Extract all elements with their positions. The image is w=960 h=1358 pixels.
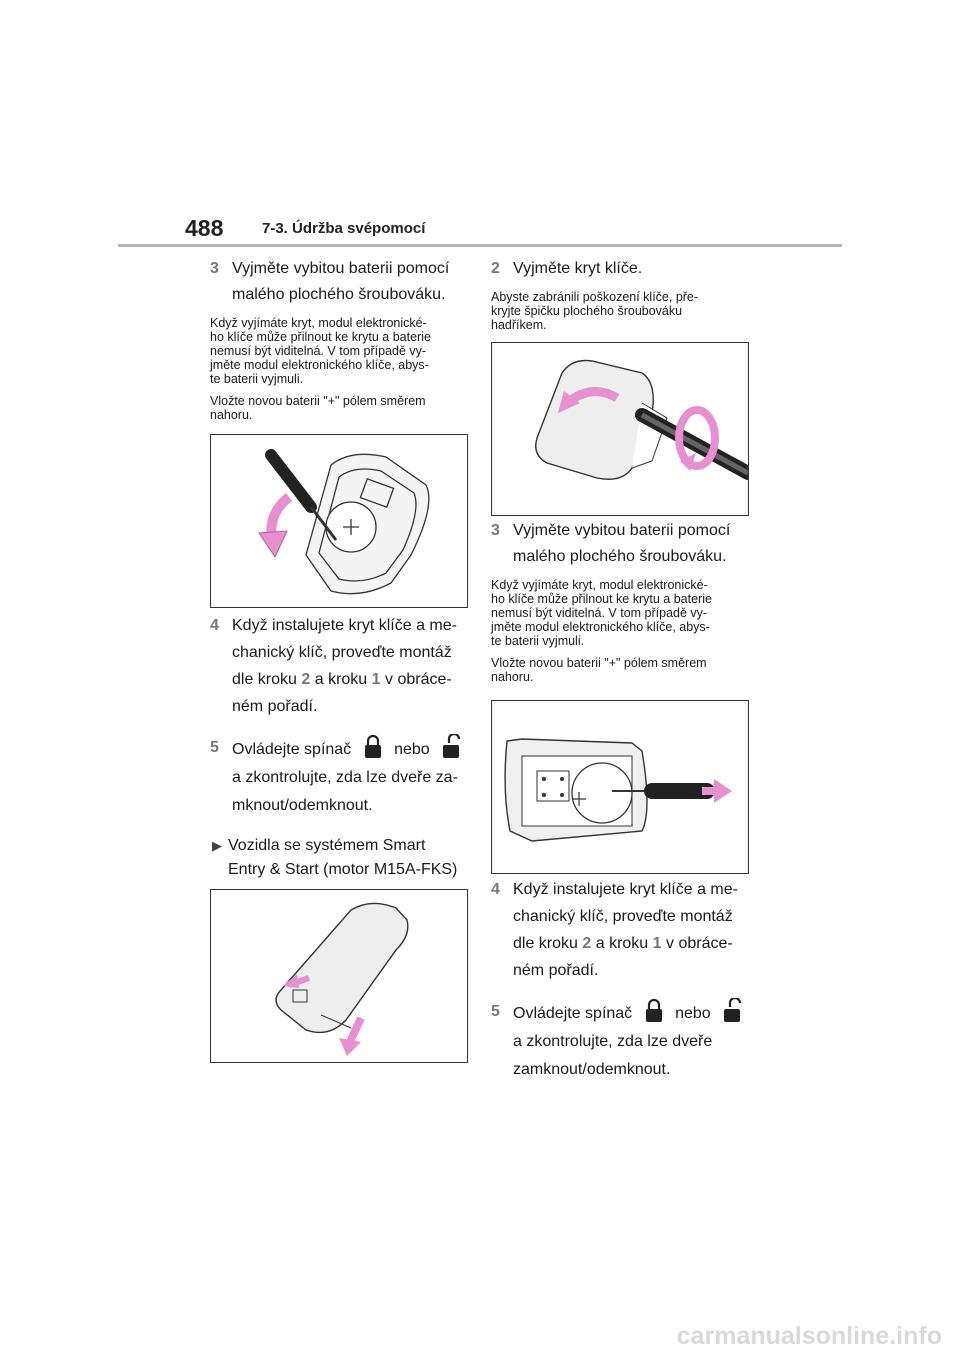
step-number: 3 [210, 260, 219, 277]
subsection-text: Vozidla se systémem Smart [228, 837, 426, 854]
note-line: nahoru. [491, 670, 534, 684]
step-reference: 1 [652, 935, 662, 952]
step-reference: 1 [371, 671, 381, 688]
step-text: mknout/odemknout. [232, 797, 373, 814]
left-note1 [210, 316, 470, 386]
note-line: Abyste zabránili poškození klíče, pře- [491, 290, 699, 304]
right-note1 [491, 578, 751, 648]
note-line: te baterii vyjmuli. [491, 634, 585, 648]
note-line: jměte modul elektronického klíče, abys- [210, 358, 429, 372]
note-line: Vložte novou baterii "+" pólem směrem [210, 394, 426, 408]
figure-remove-cover-right [491, 342, 749, 516]
note-line: nemusí být viditelná. V tom případě vy- [210, 344, 427, 358]
note-line: jměte modul elektronického klíče, abys- [491, 620, 710, 634]
right-note-step2 [491, 290, 751, 332]
page-number: 488 [185, 215, 224, 241]
step-text: ném pořadí. [513, 962, 599, 979]
left-step5 [210, 734, 470, 820]
left-step3 [210, 256, 470, 308]
step-text: Vyjměte vybitou baterii pomocí [232, 260, 450, 277]
step-text: Když instalujete kryt klíče a me- [513, 881, 738, 898]
step-text: a kroku [591, 935, 653, 952]
note-line: te baterii vyjmuli. [210, 372, 304, 386]
right-column [491, 256, 751, 332]
step-reference: 2 [582, 935, 592, 952]
section-title: 7-3. Údržba svépomocí [262, 220, 426, 237]
note-line: ho klíče může přilnout ke krytu a baterie [210, 330, 431, 344]
step-text: Ovládejte spínač [513, 1005, 633, 1022]
note-line: ho klíče může přilnout ke krytu a baterie [491, 592, 712, 606]
right-column-lower [491, 876, 751, 1084]
lock-open-icon [721, 998, 743, 1024]
step-number: 4 [210, 617, 219, 634]
figure-illustration [211, 435, 467, 607]
figure-illustration [492, 701, 748, 873]
step-text: zamknout/odemknout. [513, 1061, 671, 1078]
note-line: Vložte novou baterii "+" pólem směrem [491, 656, 707, 670]
step-text: v obráce- [380, 671, 452, 688]
step-text: Když instalujete kryt klíče a me- [232, 617, 457, 634]
lock-closed-icon [643, 998, 665, 1024]
left-column [210, 256, 470, 422]
right-step2 [491, 256, 751, 282]
right-step4 [491, 876, 751, 984]
step-text: malého plochého šroubováku. [232, 286, 446, 303]
step-text: chanický klíč, proveďte montáž [513, 908, 733, 925]
step-text: v obráce- [661, 935, 733, 952]
header-rule [118, 244, 842, 247]
step-text: chanický klíč, proveďte montáž [232, 644, 452, 661]
watermark: carmanualsonline.info [676, 1322, 942, 1350]
left-note2 [210, 394, 470, 422]
step-number: 5 [491, 1003, 500, 1020]
figure-battery-removal-right [491, 700, 749, 874]
right-step5 [491, 998, 751, 1084]
step-reference: 2 [301, 671, 311, 688]
step-text: nebo [394, 741, 430, 758]
figure-illustration [211, 890, 467, 1062]
note-line: kryjte špičku plochého šroubováku [491, 304, 683, 318]
step-text: Vyjměte vybitou baterii pomocí [513, 522, 731, 539]
figure-illustration [492, 343, 748, 515]
step-number: 4 [491, 881, 500, 898]
right-note2 [491, 656, 751, 684]
step-text: nebo [675, 1005, 711, 1022]
lock-open-icon [440, 734, 462, 760]
step-number: 5 [210, 739, 219, 756]
triangle-bullet-icon: ▶ [212, 838, 222, 853]
note-line: Když vyjímáte kryt, modul elektronické- [491, 578, 708, 592]
left-subsection [210, 834, 470, 882]
step-text: a zkontrolujte, zda lze dveře za- [232, 769, 458, 786]
step-text: dle kroku [232, 671, 302, 688]
step-text: Vyjměte kryt klíče. [513, 260, 643, 277]
note-line: nahoru. [210, 408, 253, 422]
step-text: a kroku [310, 671, 372, 688]
step-text: dle kroku [513, 935, 583, 952]
step-number: 3 [491, 522, 500, 539]
figure-battery-removal-left [210, 434, 468, 608]
figure-key-cover-left [210, 889, 468, 1063]
step-text: ném pořadí. [232, 698, 318, 715]
note-line: hadříkem. [491, 318, 547, 332]
note-line: nemusí být viditelná. V tom případě vy- [491, 606, 708, 620]
right-step3 [491, 518, 751, 570]
step-text: Ovládejte spínač [232, 741, 352, 758]
right-column-middle [491, 518, 751, 684]
step-text: malého plochého šroubováku. [513, 548, 727, 565]
left-step4 [210, 612, 470, 720]
note-line: Když vyjímáte kryt, modul elektronické- [210, 316, 427, 330]
step-text: a zkontrolujte, zda lze dveře [513, 1033, 713, 1050]
step-number: 2 [491, 260, 500, 277]
lock-closed-icon [362, 734, 384, 760]
subsection-text: Entry & Start (motor M15A-FKS) [228, 861, 458, 878]
